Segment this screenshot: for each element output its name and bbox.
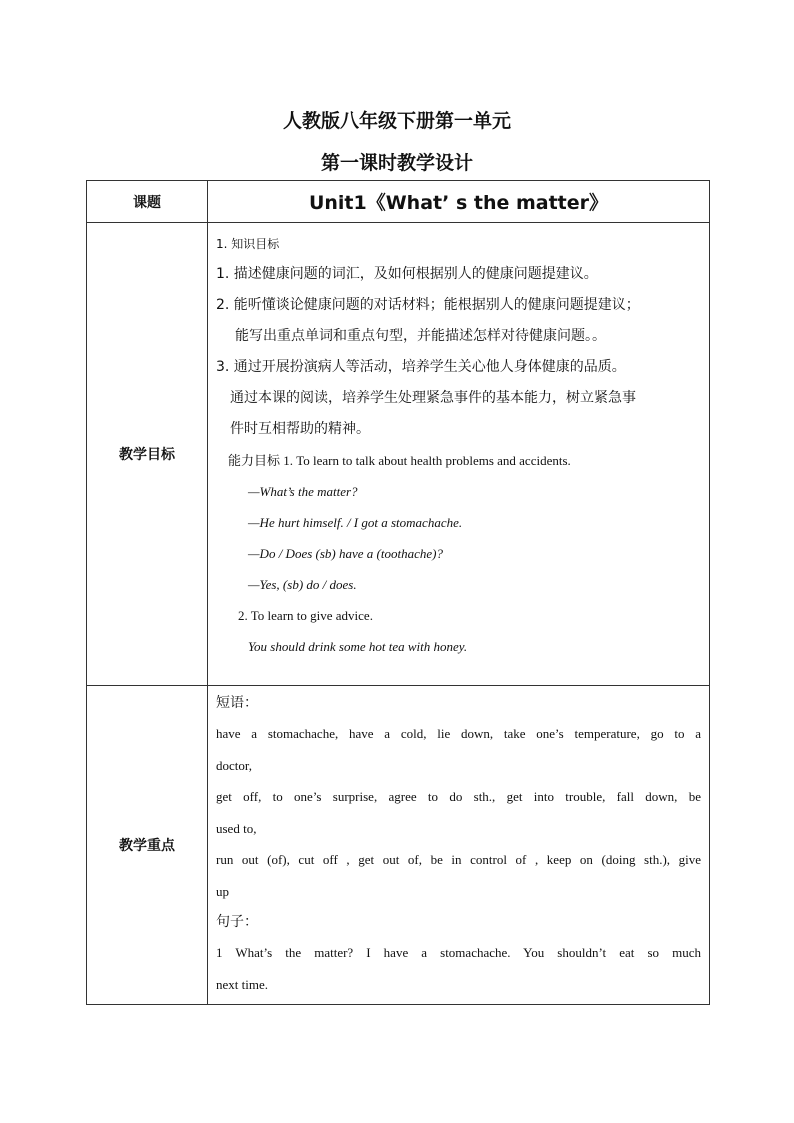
knowledge-heading: 1. 知识目标 — [216, 237, 280, 251]
table-row-goals — [87, 223, 710, 686]
sentence-line: next time. — [216, 976, 268, 992]
goals-label: 教学目标 — [87, 223, 208, 686]
dialogue-line: —What’s the matter? — [248, 484, 358, 499]
phrase-line: run out (of), cut off , get out of, be in control of , keep on (doing sth.), give — [216, 852, 701, 867]
goal-item: 1. 描述健康问题的词汇，及如何根据别人的健康问题提建议。 — [216, 266, 598, 282]
dialogue-line: —He hurt himself. / I got a stomachache. — [248, 515, 463, 530]
goal-item: 件时互相帮助的精神。 — [230, 421, 370, 437]
goal-item: 2. 能听懂谈论健康问题的对话材料；能根据别人的健康问题提建议； — [216, 297, 640, 313]
focus-content — [208, 686, 710, 1005]
focus-label: 教学重点 — [87, 686, 208, 1005]
sentence-line: 1 What’s the matter? I have a stomachache. You shouldn’t eat so much — [216, 945, 701, 960]
document-subtitle: 第一课时教学设计 — [320, 152, 473, 174]
phrase-line: get off, to one’s surprise, agree to do sth., get into trouble, fall down, be — [216, 789, 701, 804]
phrase-line: doctor, — [216, 757, 252, 773]
table-row-topic — [87, 181, 710, 223]
advice-example: You should drink some hot tea with honey. — [248, 639, 468, 654]
phrase-line: used to, — [216, 820, 257, 836]
phrase-line: have a stomachache, have a cold, lie down, take one’s temperature, go to a — [216, 726, 701, 741]
ability-goal-line: 能力目标 1. To learn to talk about health problems and accidents. — [228, 453, 571, 468]
topic-value: Unit1《What’ s the matter》 — [208, 181, 710, 223]
topic-label: 课题 — [87, 181, 208, 223]
goal-item: 能写出重点单词和重点句型，并能描述怎样对待健康问题。。 — [235, 328, 606, 344]
goal-item: 通过本课的阅读，培养学生处理紧急事件的基本能力，树立紧急事 — [230, 390, 636, 406]
dialogue-line: —Do / Does (sb) have a (toothache)? — [248, 546, 443, 561]
goal-item: 3. 通过开展扮演病人等活动，培养学生关心他人身体健康的品质。 — [216, 359, 626, 375]
sentences-heading: 句子： — [216, 914, 258, 930]
phrases-heading: 短语： — [216, 695, 258, 711]
dialogue-line: —Yes, (sb) do / does. — [248, 577, 357, 592]
lesson-plan-table — [86, 180, 710, 1005]
phrase-line: up — [216, 883, 229, 899]
advice-heading: 2. To learn to give advice. — [238, 608, 373, 623]
goals-content — [208, 223, 710, 686]
document-title: 人教版八年级下册第一单元 — [282, 110, 511, 132]
table-row-focus — [87, 686, 710, 1005]
